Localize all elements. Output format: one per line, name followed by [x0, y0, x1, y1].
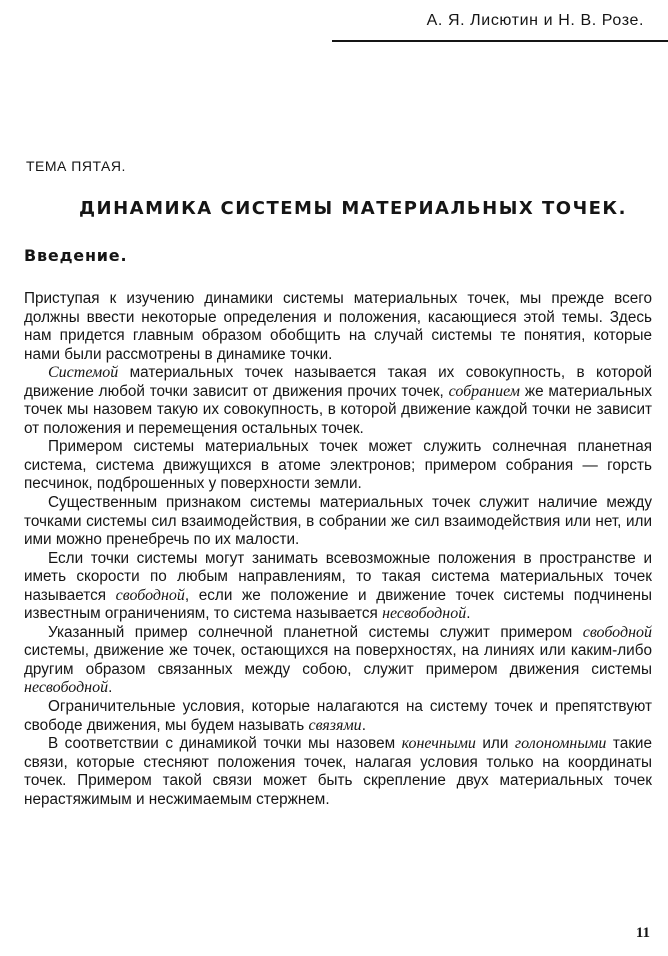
term-holonomic: голономными: [514, 735, 607, 753]
header-rule: [332, 40, 668, 42]
term-constrained: несвободной: [382, 605, 467, 623]
body-text: [24, 290, 652, 809]
term-constraints: связями: [308, 716, 362, 734]
section-label: ТЕМА ПЯТАЯ.: [26, 158, 126, 174]
subsection-title: Введение.: [24, 246, 128, 265]
term-finite: конечными: [401, 735, 476, 753]
term-free: свободной: [582, 623, 652, 641]
paragraph-holonomic: В соответствии с динамикой точки мы назовем конечными или голономными такие связи, которые стесняют положения точек, налагая условия только на координаты точек. Примером такой связи может быть скрепление двух материальных точек нерастяжимым и несжимаемым стержнем.: [24, 735, 652, 808]
paragraph-constraints: Ограничительные условия, которые налагаются на систему точек и препятствуют свободе движения, мы будем называть связями.: [24, 698, 652, 734]
paragraph-interaction: Существенным признаком системы материальных точек служит наличие между точками системы сил взаимодействия, в собрании же сил взаимодействия или нет, или ими можно пренебречь по их малости.: [24, 494, 652, 549]
running-header-authors: А. Я. Лисютин и Н. В. Розе.: [426, 12, 644, 29]
chapter-title: ДИНАМИКА СИСТЕМЫ МАТЕРИАЛЬНЫХ ТОЧЕК.: [79, 198, 627, 219]
paragraph-system-definition: Системой материальных точек называется такая их совокупность, в которой движение любой точки зависит от движения прочих точек, собранием же материальных точек мы назовем такую их совокупность, в которой движение каждой точки не зависит от положения и перемещения остальных точек.: [24, 364, 652, 437]
page-number: 11: [635, 925, 650, 941]
paragraph-examples: Примером системы материальных точек может служить солнечная планетная система, система движущихся в атоме электронов; примером собрания — горсть песчинок, подброшенных у поверхности земли.: [24, 438, 652, 493]
paragraph-solar-example: Указанный пример солнечной планетной системы служит примером свободной системы, движение же точек, остающихся на поверхностях, на линиях или каким-либо другим образом связанных между собою, служит примером движения системы несвободной.: [24, 623, 652, 697]
term-collection: собранием: [448, 382, 521, 400]
term-free: свободной: [115, 586, 185, 604]
term-system: Системой: [48, 364, 119, 382]
paragraph-free-system: Если точки системы могут занимать всевозможные положения в пространстве и иметь скорости по любым направлениям, то такая система материальных точек называется свободной, если же положение и движение точек системы подчинены известным ограничениям, то система называется несвободной.: [24, 549, 652, 623]
term-constrained: несвободной: [24, 679, 109, 697]
paragraph-intro: Приступая к изучению динамики системы материальных точек, мы прежде всего должны ввести некоторые определения и положения, касающиеся этой темы. Здесь нам придется главным образом обобщить на случай системы те понятия, которые нами были рассмотрены в динамике точки.: [24, 290, 652, 363]
